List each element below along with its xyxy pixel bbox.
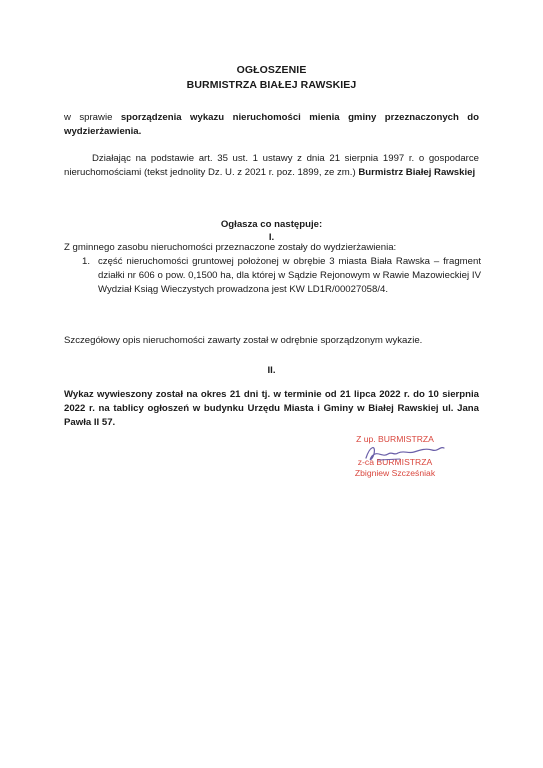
section-1-numeral: I. [268, 232, 275, 243]
stamp-line-deputy: z-ca BURMISTRZA [357, 457, 433, 467]
document-title: OGŁOSZENIE [236, 64, 307, 76]
legal-basis-text: Działając na podstawie art. 35 ust. 1 ustawy z dnia 21 sierpnia 1997 r. o gospodarce nieruchomościami (tekst jednolity Dz. U. z 2021 r. poz. 1899, ze zm.) [64, 153, 479, 178]
list-item-number: 1. [82, 256, 91, 267]
subject-paragraph [64, 111, 479, 139]
handwritten-signature [360, 440, 450, 466]
announces-heading: Ogłasza co następuje: [220, 219, 323, 230]
stamp-line-authority: Z up. BURMISTRZA [356, 434, 434, 444]
list-item-text: część nieruchomości gruntowej położonej w obrębie 3 miasta Biała Rawska – fragment działki nr 606 o pow. 0,1500 ha, dla której w Sądzie Rejonowym w Rawie Mazowieckiej IV Wydział Ksiąg Wieczystych prowadzona jest KW LD1R/00027058/4. [98, 256, 481, 295]
stamp-line-name: Zbigniew Szcześniak [354, 468, 436, 478]
subject-prefix: w sprawie [64, 112, 121, 123]
subject-text: sporządzenia wykazu nieruchomości mienia gminy przeznaczonych do wydzierżawienia. [64, 112, 479, 137]
section-1-intro: Z gminnego zasobu nieruchomości przeznaczone zostały do wydzierżawienia: [64, 242, 397, 253]
legal-basis-paragraph [64, 152, 479, 180]
document-issuer: BURMISTRZA BIAŁEJ RAWSKIEJ [186, 79, 357, 91]
section-2-numeral: II. [267, 365, 276, 376]
legal-basis-authority: Burmistrz Białej Rawskiej [358, 167, 476, 178]
details-note: Szczegółowy opis nieruchomości zawarty został w odrębnie sporządzonym wykazie. [64, 335, 423, 346]
posting-period-paragraph: Wykaz wywieszony został na okres 21 dni tj. w terminie od 21 lipca 2022 r. do 10 sierpnia 2022 r. na tablicy ogłoszeń w budynku Urzędu Miasta i Gminy w Białej Rawskiej ul. Jana Pawła II 57. [64, 389, 479, 428]
